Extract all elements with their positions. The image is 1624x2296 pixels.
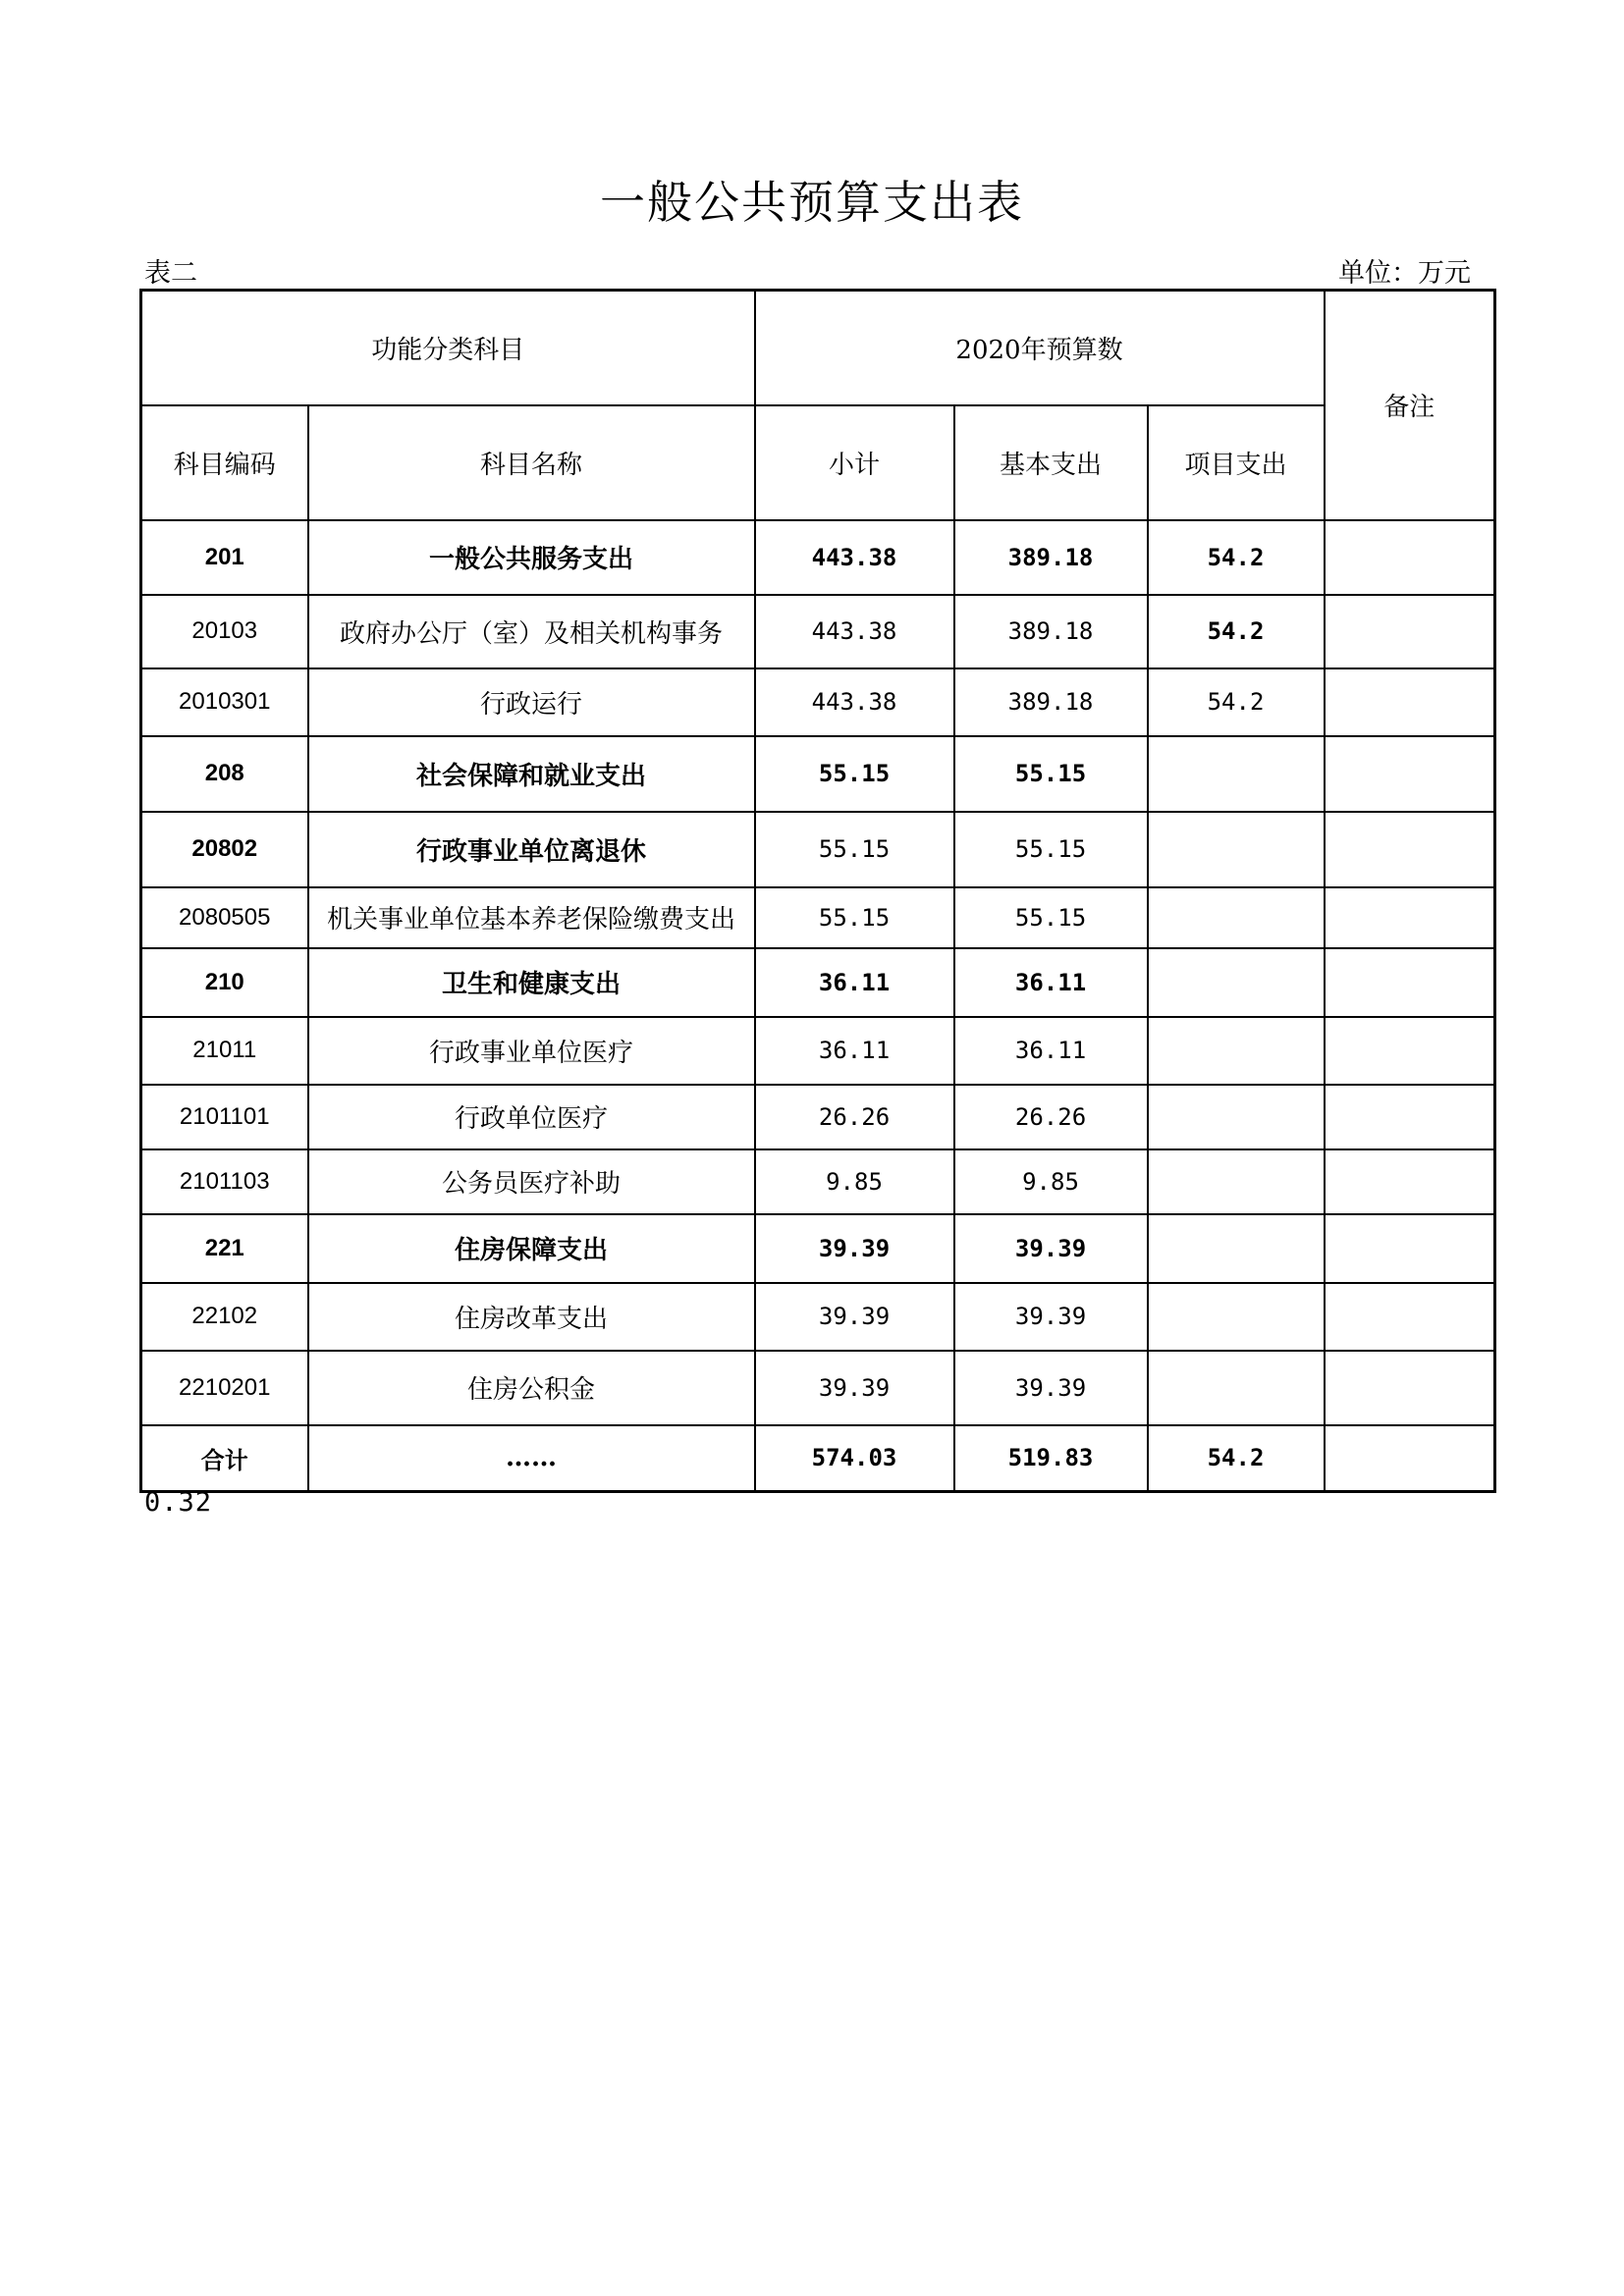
- cell-name: 行政事业单位离退休: [308, 812, 755, 887]
- cell-name: 行政运行: [308, 668, 755, 736]
- budget-table: [139, 289, 1496, 1493]
- unit-label: 单位：万元: [1338, 258, 1471, 289]
- cell-project: [1148, 1283, 1325, 1351]
- table-row: [141, 1017, 1495, 1085]
- cell-remark: [1325, 520, 1495, 595]
- cell-remark: [1325, 1283, 1495, 1351]
- cell-subtotal: 9.85: [755, 1149, 954, 1214]
- cell-project: [1148, 1351, 1325, 1425]
- cell-remark: [1325, 595, 1495, 668]
- cell-project: [1148, 948, 1325, 1017]
- cell-basic: 389.18: [954, 595, 1148, 668]
- cell-subtotal: 55.15: [755, 812, 954, 887]
- total-cell-remark: [1325, 1425, 1495, 1492]
- table-row: [141, 1351, 1495, 1425]
- header-subtotal: 小计: [755, 405, 954, 520]
- table-row: [141, 1085, 1495, 1149]
- cell-code: 208: [141, 736, 308, 812]
- table-row: [141, 1149, 1495, 1214]
- cell-basic: 389.18: [954, 668, 1148, 736]
- cell-project: [1148, 736, 1325, 812]
- cell-name: 行政单位医疗: [308, 1085, 755, 1149]
- cell-remark: [1325, 668, 1495, 736]
- cell-name: 住房保障支出: [308, 1214, 755, 1283]
- total-cell-basic: 519.83: [954, 1425, 1148, 1492]
- cell-basic: 26.26: [954, 1085, 1148, 1149]
- cell-basic: 389.18: [954, 520, 1148, 595]
- cell-subtotal: 39.39: [755, 1283, 954, 1351]
- cell-remark: [1325, 1149, 1495, 1214]
- cell-code: 221: [141, 1214, 308, 1283]
- cell-basic: 36.11: [954, 948, 1148, 1017]
- cell-basic: 55.15: [954, 812, 1148, 887]
- cell-basic: 39.39: [954, 1214, 1148, 1283]
- cell-code: 2010301: [141, 668, 308, 736]
- total-cell-subtotal: 574.03: [755, 1425, 954, 1492]
- cell-basic: 39.39: [954, 1283, 1148, 1351]
- cell-project: [1148, 1149, 1325, 1214]
- table-body: [141, 291, 1495, 1492]
- cell-subtotal: 36.11: [755, 948, 954, 1017]
- cell-project: [1148, 812, 1325, 887]
- cell-code: 22102: [141, 1283, 308, 1351]
- cell-project: [1148, 1017, 1325, 1085]
- cell-basic: 55.15: [954, 887, 1148, 948]
- cell-remark: [1325, 887, 1495, 948]
- cell-remark: [1325, 948, 1495, 1017]
- cell-subtotal: 39.39: [755, 1351, 954, 1425]
- table-row: [141, 595, 1495, 668]
- cell-subtotal: 36.11: [755, 1017, 954, 1085]
- cell-subtotal: 55.15: [755, 736, 954, 812]
- page-title: 一般公共预算支出表: [600, 176, 1024, 229]
- cell-code: 2101101: [141, 1085, 308, 1149]
- table-row: [141, 668, 1495, 736]
- cell-remark: [1325, 1214, 1495, 1283]
- cell-subtotal: 26.26: [755, 1085, 954, 1149]
- header-name: 科目名称: [308, 405, 755, 520]
- table-row: [141, 1283, 1495, 1351]
- header-row-1: [141, 291, 1495, 405]
- cell-project: 54.2: [1148, 595, 1325, 668]
- cell-subtotal: 443.38: [755, 520, 954, 595]
- cell-name: 一般公共服务支出: [308, 520, 755, 595]
- cell-name: 行政事业单位医疗: [308, 1017, 755, 1085]
- cell-code: 20802: [141, 812, 308, 887]
- cell-code: 20103: [141, 595, 308, 668]
- header-project: 项目支出: [1148, 405, 1325, 520]
- cell-project: 54.2: [1148, 668, 1325, 736]
- cell-name: 政府办公厅（室）及相关机构事务: [308, 595, 755, 668]
- cell-remark: [1325, 736, 1495, 812]
- cell-name: 公务员医疗补助: [308, 1149, 755, 1214]
- table-row: [141, 887, 1495, 948]
- table-row: [141, 812, 1495, 887]
- cell-remark: [1325, 1017, 1495, 1085]
- cell-project: [1148, 887, 1325, 948]
- total-cell-project: 54.2: [1148, 1425, 1325, 1492]
- cell-code: 2080505: [141, 887, 308, 948]
- table-row: [141, 948, 1495, 1017]
- header-remark: 备注: [1325, 291, 1495, 520]
- cell-basic: 39.39: [954, 1351, 1148, 1425]
- cell-name: 社会保障和就业支出: [308, 736, 755, 812]
- header-budget-2020: 2020年预算数: [755, 291, 1325, 405]
- header-basic: 基本支出: [954, 405, 1148, 520]
- cell-name: 住房公积金: [308, 1351, 755, 1425]
- header-code: 科目编码: [141, 405, 308, 520]
- total-cell-code: 合计: [141, 1425, 308, 1492]
- total-row: [141, 1425, 1495, 1492]
- cell-basic: 36.11: [954, 1017, 1148, 1085]
- cell-remark: [1325, 812, 1495, 887]
- cell-subtotal: 443.38: [755, 668, 954, 736]
- cell-code: 201: [141, 520, 308, 595]
- header-row-2: [141, 405, 1495, 520]
- cell-subtotal: 39.39: [755, 1214, 954, 1283]
- cell-project: [1148, 1214, 1325, 1283]
- header-functional-classification: 功能分类科目: [141, 291, 755, 405]
- cell-code: 210: [141, 948, 308, 1017]
- cell-subtotal: 443.38: [755, 595, 954, 668]
- cell-project: 54.2: [1148, 520, 1325, 595]
- cell-subtotal: 55.15: [755, 887, 954, 948]
- table-number: 表二: [144, 258, 197, 289]
- cell-remark: [1325, 1351, 1495, 1425]
- footnote: 0.32: [144, 1487, 213, 1518]
- cell-code: 2101103: [141, 1149, 308, 1214]
- cell-basic: 55.15: [954, 736, 1148, 812]
- total-cell-name: ……: [308, 1425, 755, 1492]
- cell-code: 21011: [141, 1017, 308, 1085]
- cell-name: 住房改革支出: [308, 1283, 755, 1351]
- cell-basic: 9.85: [954, 1149, 1148, 1214]
- cell-code: 2210201: [141, 1351, 308, 1425]
- cell-project: [1148, 1085, 1325, 1149]
- cell-remark: [1325, 1085, 1495, 1149]
- table-row: [141, 736, 1495, 812]
- table-row: [141, 520, 1495, 595]
- cell-name: 机关事业单位基本养老保险缴费支出: [308, 887, 755, 948]
- table-row: [141, 1214, 1495, 1283]
- cell-name: 卫生和健康支出: [308, 948, 755, 1017]
